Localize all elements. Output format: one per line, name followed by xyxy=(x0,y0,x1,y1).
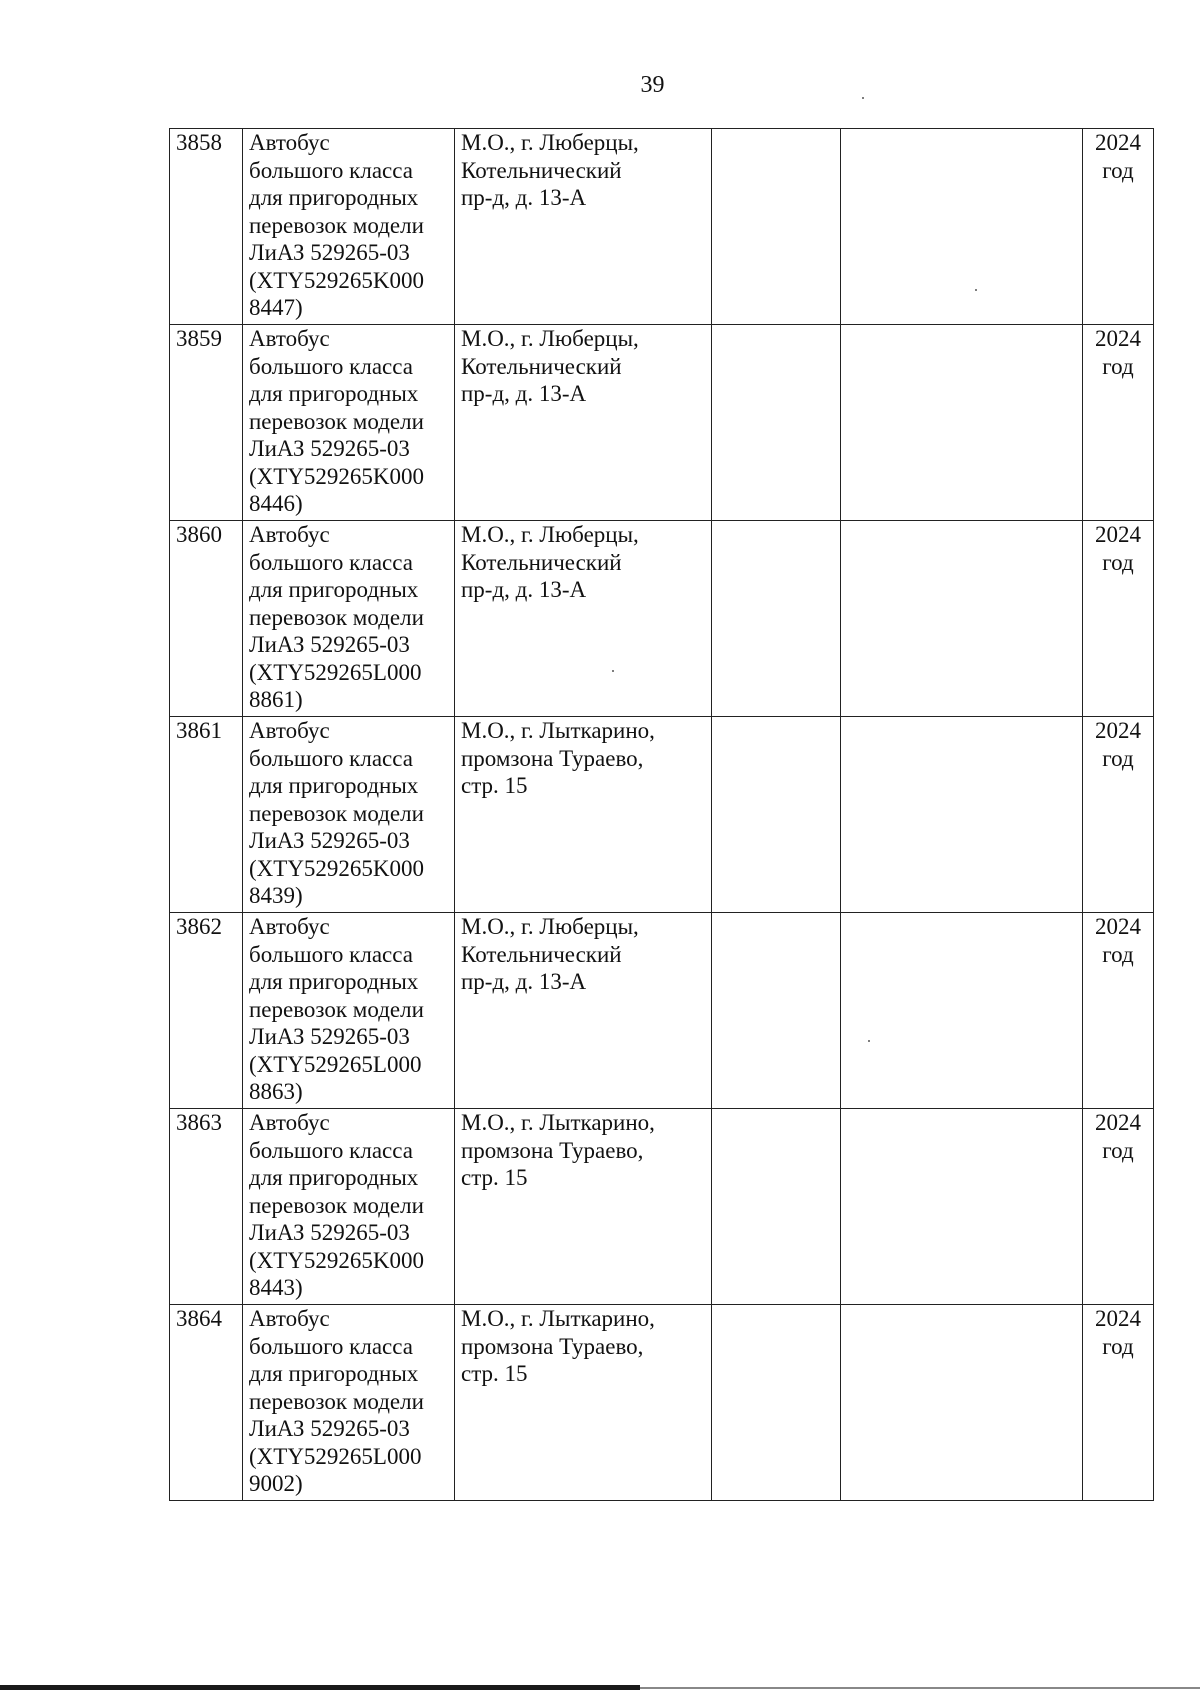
address-line: стр. 15 xyxy=(461,1361,528,1386)
row-number: 3861 xyxy=(176,718,222,743)
address-line: Котельнический xyxy=(461,549,622,575)
vehicle-name-cell xyxy=(243,717,455,913)
vehicle-name-line: 8861) xyxy=(249,687,303,712)
address-line: пр-д, д. 13-А xyxy=(461,185,587,210)
vehicle-name-line: перевозок модели xyxy=(249,604,424,630)
year-value: 2024 xyxy=(1095,914,1141,939)
vehicle-name-line: перевозок модели xyxy=(249,1388,424,1414)
vehicle-name-line: Автобус xyxy=(249,522,330,547)
vehicle-name-line: для пригородных xyxy=(249,1361,419,1386)
vehicle-name-line: Автобус xyxy=(249,1110,330,1135)
vehicle-name-line: ЛиАЗ 529265-03 xyxy=(249,1024,410,1049)
year-value: 2024 xyxy=(1095,718,1141,743)
address-line: М.О., г. Лыткарино, xyxy=(461,1306,655,1331)
vehicle-name-cell xyxy=(243,325,455,521)
table-row xyxy=(170,325,1154,521)
year-value: 2024 xyxy=(1095,1110,1141,1135)
vehicle-name-line: для пригородных xyxy=(249,773,419,798)
address-cell xyxy=(455,521,712,717)
vehicle-registry-table xyxy=(169,128,1154,1501)
scan-speck xyxy=(862,97,864,99)
row-number-cell xyxy=(170,521,243,717)
vehicle-name-line: для пригородных xyxy=(249,381,419,406)
empty-cell xyxy=(841,1109,1083,1305)
address-cell xyxy=(455,129,712,325)
row-number-cell xyxy=(170,913,243,1109)
address-cell xyxy=(455,913,712,1109)
vehicle-name-line: 8443) xyxy=(249,1275,303,1300)
empty-cell xyxy=(712,913,841,1109)
empty-cell xyxy=(841,325,1083,521)
year-cell xyxy=(1083,1305,1154,1501)
vehicle-name-line: ЛиАЗ 529265-03 xyxy=(249,240,410,265)
row-number-cell xyxy=(170,1109,243,1305)
year-unit: год xyxy=(1102,1137,1134,1163)
row-number-cell xyxy=(170,1305,243,1501)
table-row xyxy=(170,1109,1154,1305)
vehicle-name-line: 8446) xyxy=(249,491,303,516)
address-line: промзона Тураево, xyxy=(461,1333,644,1359)
vehicle-name-line: 8863) xyxy=(249,1079,303,1104)
vehicle-name-line: (XTY529265L000 xyxy=(249,1443,422,1469)
row-number: 3858 xyxy=(176,130,222,155)
year-cell xyxy=(1083,1109,1154,1305)
scan-edge-line xyxy=(0,1685,640,1690)
vehicle-name-line: для пригородных xyxy=(249,185,419,210)
empty-cell xyxy=(712,717,841,913)
row-number-cell xyxy=(170,129,243,325)
vehicle-name-line: Автобус xyxy=(249,130,330,155)
address-line: Котельнический xyxy=(461,941,622,967)
vehicle-name-line: перевозок модели xyxy=(249,996,424,1022)
vehicle-name-line: Автобус xyxy=(249,1306,330,1331)
address-line: М.О., г. Лыткарино, xyxy=(461,718,655,743)
empty-cell xyxy=(841,521,1083,717)
vehicle-name-line: большого класса xyxy=(249,1137,413,1163)
empty-cell xyxy=(841,1305,1083,1501)
empty-cell xyxy=(712,521,841,717)
empty-cell xyxy=(712,325,841,521)
vehicle-name-line: большого класса xyxy=(249,1333,413,1359)
vehicle-name-cell xyxy=(243,521,455,717)
address-line: пр-д, д. 13-А xyxy=(461,577,587,602)
vehicle-name-line: (XTY529265L000 xyxy=(249,1051,422,1077)
year-value: 2024 xyxy=(1095,1306,1141,1331)
vehicle-name-line: (XTY529265K000 xyxy=(249,855,425,881)
vehicle-name-cell xyxy=(243,1109,455,1305)
address-line: стр. 15 xyxy=(461,1165,528,1190)
vehicle-name-line: перевозок модели xyxy=(249,408,424,434)
vehicle-name-line: большого класса xyxy=(249,549,413,575)
vehicle-name-line: 8447) xyxy=(249,295,303,320)
address-line: пр-д, д. 13-А xyxy=(461,381,587,406)
vehicle-name-line: Автобус xyxy=(249,326,330,351)
year-cell xyxy=(1083,129,1154,325)
address-line: М.О., г. Лыткарино, xyxy=(461,1110,655,1135)
address-cell xyxy=(455,717,712,913)
vehicle-name-line: большого класса xyxy=(249,157,413,183)
year-cell xyxy=(1083,717,1154,913)
vehicle-name-line: для пригородных xyxy=(249,577,419,602)
vehicle-name-cell xyxy=(243,1305,455,1501)
address-line: промзона Тураево, xyxy=(461,1137,644,1163)
row-number: 3864 xyxy=(176,1306,222,1331)
year-unit: год xyxy=(1102,745,1134,771)
row-number: 3863 xyxy=(176,1110,222,1135)
address-cell xyxy=(455,1109,712,1305)
year-unit: год xyxy=(1102,157,1134,183)
vehicle-name-line: (XTY529265K000 xyxy=(249,463,425,489)
row-number: 3862 xyxy=(176,914,222,939)
page-number: 39 xyxy=(640,72,665,98)
vehicle-name-line: для пригородных xyxy=(249,1165,419,1190)
row-number: 3859 xyxy=(176,326,222,351)
empty-cell xyxy=(841,913,1083,1109)
year-unit: год xyxy=(1102,1333,1134,1359)
registry-body xyxy=(170,129,1154,1501)
address-line: стр. 15 xyxy=(461,773,528,798)
address-line: промзона Тураево, xyxy=(461,745,644,771)
vehicle-name-line: Автобус xyxy=(249,914,330,939)
year-value: 2024 xyxy=(1095,326,1141,351)
address-cell xyxy=(455,1305,712,1501)
vehicle-name-line: ЛиАЗ 529265-03 xyxy=(249,436,410,461)
vehicle-name-line: 9002) xyxy=(249,1471,303,1496)
vehicle-name-line: (XTY529265L000 xyxy=(249,659,422,685)
year-value: 2024 xyxy=(1095,130,1141,155)
row-number-cell xyxy=(170,717,243,913)
address-line: Котельнический xyxy=(461,353,622,379)
row-number-cell xyxy=(170,325,243,521)
table-row xyxy=(170,521,1154,717)
vehicle-name-line: перевозок модели xyxy=(249,800,424,826)
empty-cell xyxy=(712,1305,841,1501)
vehicle-name-line: перевозок модели xyxy=(249,212,424,238)
year-unit: год xyxy=(1102,941,1134,967)
vehicle-name-line: ЛиАЗ 529265-03 xyxy=(249,632,410,657)
empty-cell xyxy=(841,717,1083,913)
vehicle-name-line: ЛиАЗ 529265-03 xyxy=(249,1220,410,1245)
address-line: Котельнический xyxy=(461,157,622,183)
scan-edge-line xyxy=(640,1687,1200,1689)
address-cell xyxy=(455,325,712,521)
address-line: М.О., г. Люберцы, xyxy=(461,326,639,351)
vehicle-name-line: большого класса xyxy=(249,745,413,771)
table-row xyxy=(170,913,1154,1109)
year-unit: год xyxy=(1102,353,1134,379)
table-row xyxy=(170,1305,1154,1501)
address-line: пр-д, д. 13-А xyxy=(461,969,587,994)
vehicle-name-line: (XTY529265K000 xyxy=(249,267,425,293)
table-row xyxy=(170,129,1154,325)
year-value: 2024 xyxy=(1095,522,1141,547)
vehicle-name-cell xyxy=(243,913,455,1109)
vehicle-name-line: перевозок модели xyxy=(249,1192,424,1218)
address-line: М.О., г. Люберцы, xyxy=(461,522,639,547)
empty-cell xyxy=(712,1109,841,1305)
address-line: М.О., г. Люберцы, xyxy=(461,130,639,155)
row-number: 3860 xyxy=(176,522,222,547)
vehicle-name-line: Автобус xyxy=(249,718,330,743)
year-cell xyxy=(1083,913,1154,1109)
vehicle-name-line: 8439) xyxy=(249,883,303,908)
vehicle-name-line: большого класса xyxy=(249,353,413,379)
vehicle-name-line: для пригородных xyxy=(249,969,419,994)
year-cell xyxy=(1083,325,1154,521)
year-cell xyxy=(1083,521,1154,717)
vehicle-name-cell xyxy=(243,129,455,325)
vehicle-name-line: большого класса xyxy=(249,941,413,967)
empty-cell xyxy=(712,129,841,325)
vehicle-name-line: ЛиАЗ 529265-03 xyxy=(249,828,410,853)
table-row xyxy=(170,717,1154,913)
address-line: М.О., г. Люберцы, xyxy=(461,914,639,939)
vehicle-name-line: ЛиАЗ 529265-03 xyxy=(249,1416,410,1441)
vehicle-name-line: (XTY529265K000 xyxy=(249,1247,425,1273)
year-unit: год xyxy=(1102,549,1134,575)
empty-cell xyxy=(841,129,1083,325)
